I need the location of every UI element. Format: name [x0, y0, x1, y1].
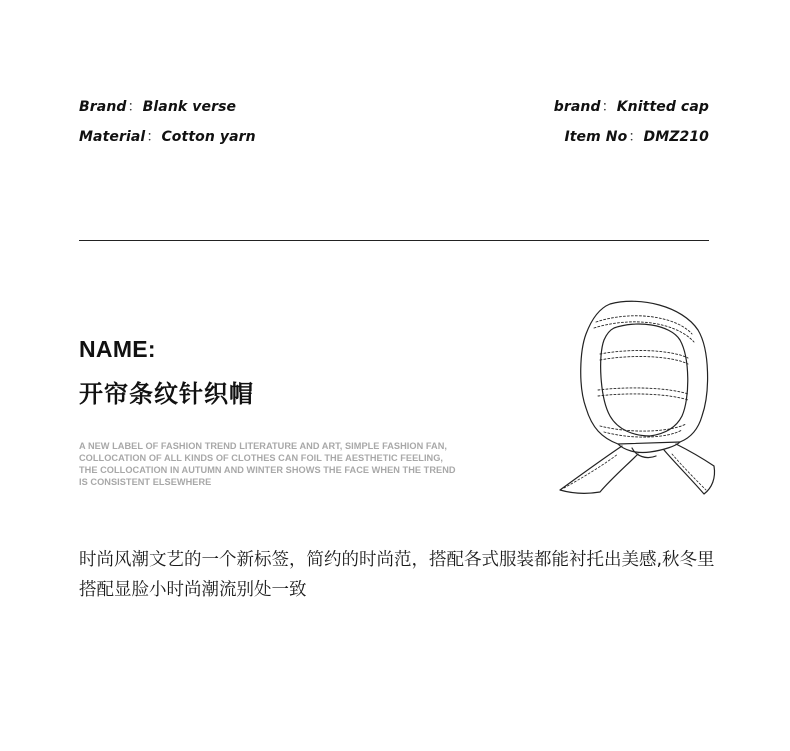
product-name: 开帘条纹针织帽 [79, 380, 254, 408]
material-value: Cotton yarn [161, 129, 256, 145]
material-spec [79, 126, 256, 146]
item-number-value: DMZ210 [643, 129, 709, 145]
material-key: Material ： [79, 129, 161, 145]
item-number-spec [564, 126, 709, 146]
item-number-key: Item No ： [564, 129, 643, 145]
knitted-hood-scarf-icon [552, 298, 722, 498]
brand-key: Brand ： [79, 99, 143, 115]
name-label: NAME: [79, 336, 156, 362]
brand-value: Blank verse [142, 99, 237, 115]
product-description: 时尚风潮文艺的一个新标签，简约的时尚范，搭配各式服装都能衬托出美感,秋冬里搭配显脸小时尚潮流别处一致 [79, 550, 715, 600]
brand-spec [79, 96, 236, 116]
product-type-value: Knitted cap [616, 99, 709, 115]
product-type-spec [554, 96, 709, 116]
divider-line [79, 240, 709, 241]
tagline: A NEW LABEL OF FASHION TREND LITERATURE AND ART, SIMPLE FASHION FAN, COLLOCATION OF ALL KINDS OF CLOTHES CAN FOIL THE AESTHETIC FEELING, THE COLLOCATION IN AUTUMN AND WINTER SHOWS THE FACE WHEN THE TREND IS CONSISTENT ELSEWHERE [79, 441, 456, 487]
product-type-key: brand ： [554, 99, 617, 115]
